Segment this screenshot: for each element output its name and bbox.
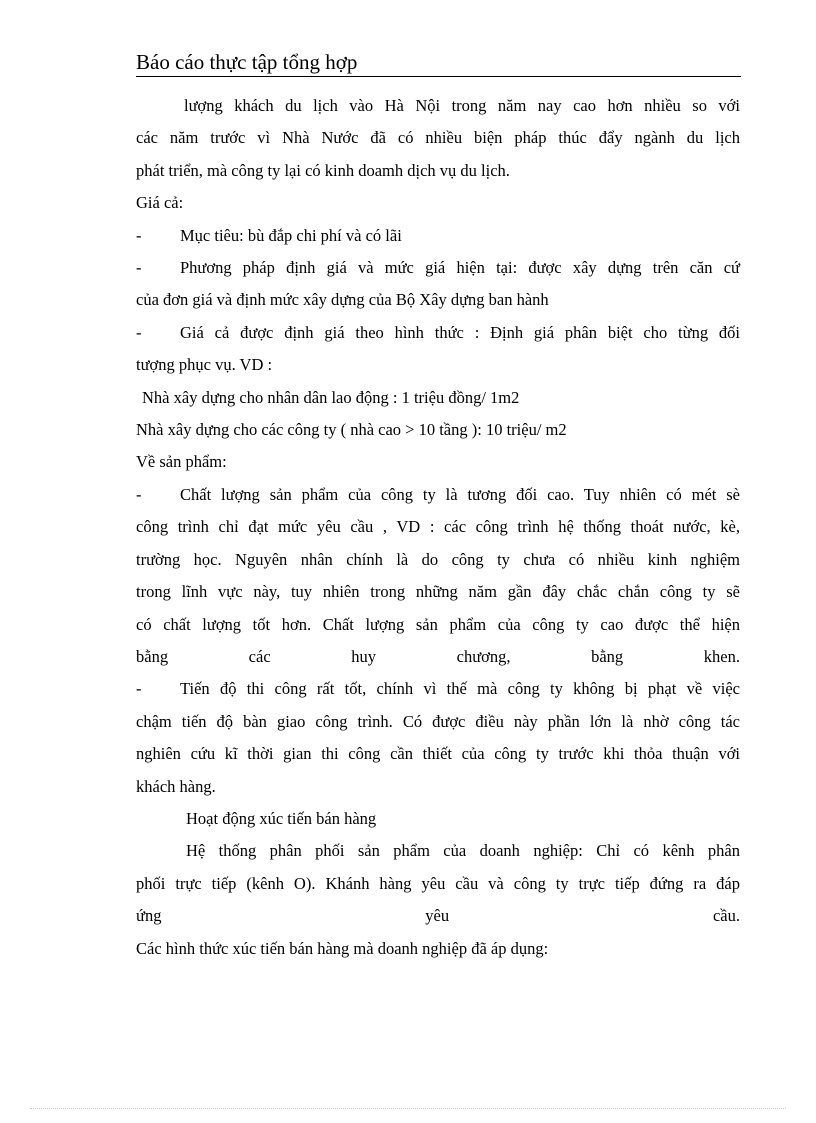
paragraph-line: ứng yêu cầu. — [136, 906, 740, 926]
page-header-title: Báo cáo thực tập tổng hợp — [136, 48, 741, 77]
bullet-item — [136, 220, 740, 252]
section-heading-price: Giá cả: — [136, 193, 184, 213]
paragraph-line: các năm trước vì Nhà Nước đã có nhiều biện pháp thúc đẩy ngành du lịch — [136, 128, 740, 148]
paragraph-line: phát triển, mà công ty lại có kinh doamh dịch vụ du lịch. — [136, 160, 510, 180]
bullet-dash: - — [136, 258, 142, 278]
bullet-dash: - — [136, 484, 142, 504]
document-body — [136, 90, 740, 965]
bullet-dash: - — [136, 225, 142, 245]
bullet-dash: - — [136, 679, 142, 699]
paragraph-line: nghiên cứu kĩ thời gian thi công cần thiết của công ty trước khi thỏa thuận với — [136, 744, 740, 764]
paragraph-line: tượng phục vụ. VD : — [136, 355, 273, 375]
paragraph-line: khách hàng. — [136, 776, 216, 796]
paragraph-line: phối trực tiếp (kênh O). Khánh hàng yêu cầu và công ty trực tiếp đứng ra đáp — [136, 873, 740, 893]
bullet-item — [136, 479, 740, 511]
bullet-dash: - — [136, 322, 142, 342]
paragraph-line: Nhà xây dựng cho các công ty ( nhà cao > 10 tầng ): 10 triệu/ m2 — [136, 420, 567, 440]
bullet-text: Phương pháp định giá và mức giá hiện tại: được xây dựng trên căn cứ — [180, 258, 740, 278]
bullet-item — [136, 673, 740, 705]
page-bottom-border — [30, 1108, 786, 1109]
paragraph-line: chậm tiến độ bàn giao công trình. Có được điều này phần lớn là nhờ công tác — [136, 711, 740, 731]
bullet-text: Giá cả được định giá theo hình thức : Định giá phân biệt cho từng đối — [180, 322, 740, 342]
bullet-text: Mục tiêu: bù đắp chi phí và có lãi — [180, 225, 402, 245]
bullet-text: Tiến độ thi công rất tốt, chính vì thế mà công ty không bị phạt về việc — [180, 679, 740, 699]
paragraph-line: bằng các huy chương, bằng khen. — [136, 646, 740, 666]
paragraph-line: công trình chỉ đạt mức yêu cầu , VD : các công trình hệ thống thoát nước, kè, — [136, 517, 740, 537]
paragraph-line: có chất lượng tốt hơn. Chất lượng sản phẩm của công ty cao được thể hiện — [136, 614, 740, 634]
paragraph-line: lượng khách du lịch vào Hà Nội trong năm nay cao hơn nhiều so với — [184, 96, 740, 115]
paragraph-line: Các hình thức xúc tiến bán hàng mà doanh nghiệp đã áp dụng: — [136, 938, 549, 958]
paragraph-line: Nhà xây dựng cho nhân dân lao động : 1 triệu đồng/ 1m2 — [142, 387, 520, 407]
paragraph-line: trường học. Nguyên nhân chính là do công ty chưa có nhiều kinh nghiệm — [136, 549, 740, 569]
bullet-item — [136, 317, 740, 349]
section-heading-sales-promotion: Hoạt động xúc tiến bán hàng — [186, 808, 377, 828]
paragraph-line: của đơn giá và định mức xây dựng của Bộ Xây dựng ban hành — [136, 290, 549, 310]
bullet-item — [136, 252, 740, 284]
bullet-text: Chất lượng sản phẩm của công ty là tương đối cao. Tuy nhiên có mét sè — [180, 484, 740, 504]
paragraph-line: trong lĩnh vực này, tuy nhiên trong những năm gần đây chắc chắn công ty sẽ — [136, 582, 740, 602]
paragraph-line: Hệ thống phân phối sản phẩm của doanh nghiệp: Chỉ có kênh phân — [186, 841, 740, 861]
section-heading-product: Về sản phẩm: — [136, 452, 227, 472]
